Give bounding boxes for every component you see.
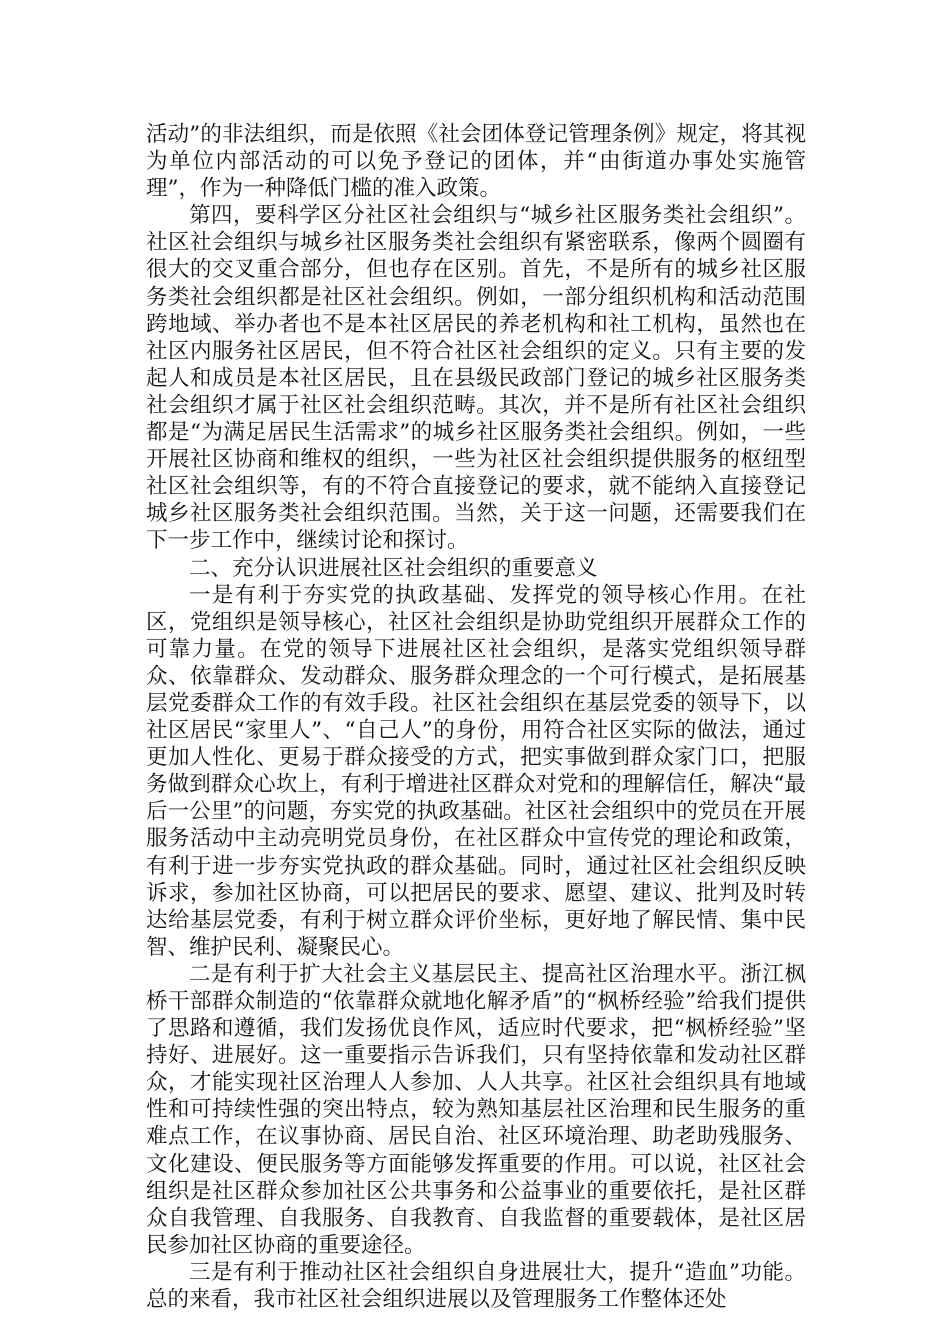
paragraph-continuation: 活动”的非法组织，而是依照《社会团体登记管理条例》规定，将其视为单位内部活动的可以免予登记的团体，并“由街道办事处实施管理”，作为一种降低门槛的准入政策。 <box>146 122 806 202</box>
paragraph-fourth-point: 第四，要科学区分社区社会组织与“城乡社区服务类社会组织”。社区社会组织与城乡社区服务类社会组织有紧密联系，像两个圆圈有很大的交叉重合部分，但也存在区别。首先，不是所有的城乡社区服务类社会组织都是社区社会组织。例如，一部分组织机构和活动范围跨地域、举办者也不是本社区居民的养老机构和社工机构，虽然也在社区内服务社区居民，但不符合社区社会组织的定义。只有主要的发起人和成员是本社区居民，且在县级民政部门登记的城乡社区服务类社会组织才属于社区社会组织范畴。其次，并不是所有社区社会组织都是“为满足居民生活需求”的城乡社区服务类社会组织。例如，一些开展社区协商和维权的组织，一些为社区社会组织提供服务的枢纽型社区社会组织等，有的不符合直接登记的要求，就不能纳入直接登记城乡社区服务类社会组织范围。当然，关于这一问题，还需要我们在下一步工作中，继续讨论和探讨。 <box>146 203 806 554</box>
paragraph-point-two: 二是有利于扩大社会主义基层民主、提高社区治理水平。浙江枫桥干部群众制造的“依靠群众就地化解矛盾”的“枫桥经验”给我们提供了思路和遵循，我们发扬优良作风，适应时代要求，把“枫桥经验”坚持好、进展好。这一重要指示告诉我们，只有坚持依靠和发动社区群众，才能实现社区治理人人参加、人人共享。社区社会组织具有地域性和可持续性强的突出特点，较为熟知基层社区治理和民生服务的重难点工作，在议事协商、居民自治、社区环境治理、助老助残服务、文化建设、便民服务等方面能够发挥重要的作用。可以说，社区社会组织是社区群众参加社区公共事务和公益事业的重要依托，是社区群众自我管理、自我服务、自我教育、自我监督的重要载体，是社区居民参加社区协商的重要途径。 <box>146 961 806 1258</box>
section-heading: 二、充分认识进展社区社会组织的重要意义 <box>189 555 598 581</box>
paragraph-point-three: 三是有利于推动社区社会组织自身进展壮大，提升“造血”功能。总的来看，我市社区社会组织进展以及管理服务工作整体还处 <box>146 1259 806 1313</box>
document-page <box>146 121 806 1313</box>
paragraph-point-one: 一是有利于夯实党的执政基础、发挥党的领导核心作用。在社区，党组织是领导核心，社区社会组织是协助党组织开展群众工作的可靠力量。在党的领导下进展社区社会组织，是落实党组织领导群众、依靠群众、发动群众、服务群众理念的一个可行模式，是拓展基层党委群众工作的有效手段。社区社会组织在基层党委的领导下，以社区居民“家里人”、“自己人”的身份，用符合社区实际的做法，通过更加人性化、更易于群众接受的方式，把实事做到群众家门口，把服务做到群众心坎上，有利于增进社区群众对党和的理解信任，解决“最后一公里”的问题，夯实党的执政基础。社区社会组织中的党员在开展服务活动中主动亮明党员身份，在社区群众中宣传党的理论和政策，有利于进一步夯实党执政的群众基础。同时，通过社区社会组织反映诉求，参加社区协商，可以把居民的要求、愿望、建议、批判及时转达给基层党委，有利于树立群众评价坐标，更好地了解民情、集中民智、维护民利、凝聚民心。 <box>146 582 806 960</box>
